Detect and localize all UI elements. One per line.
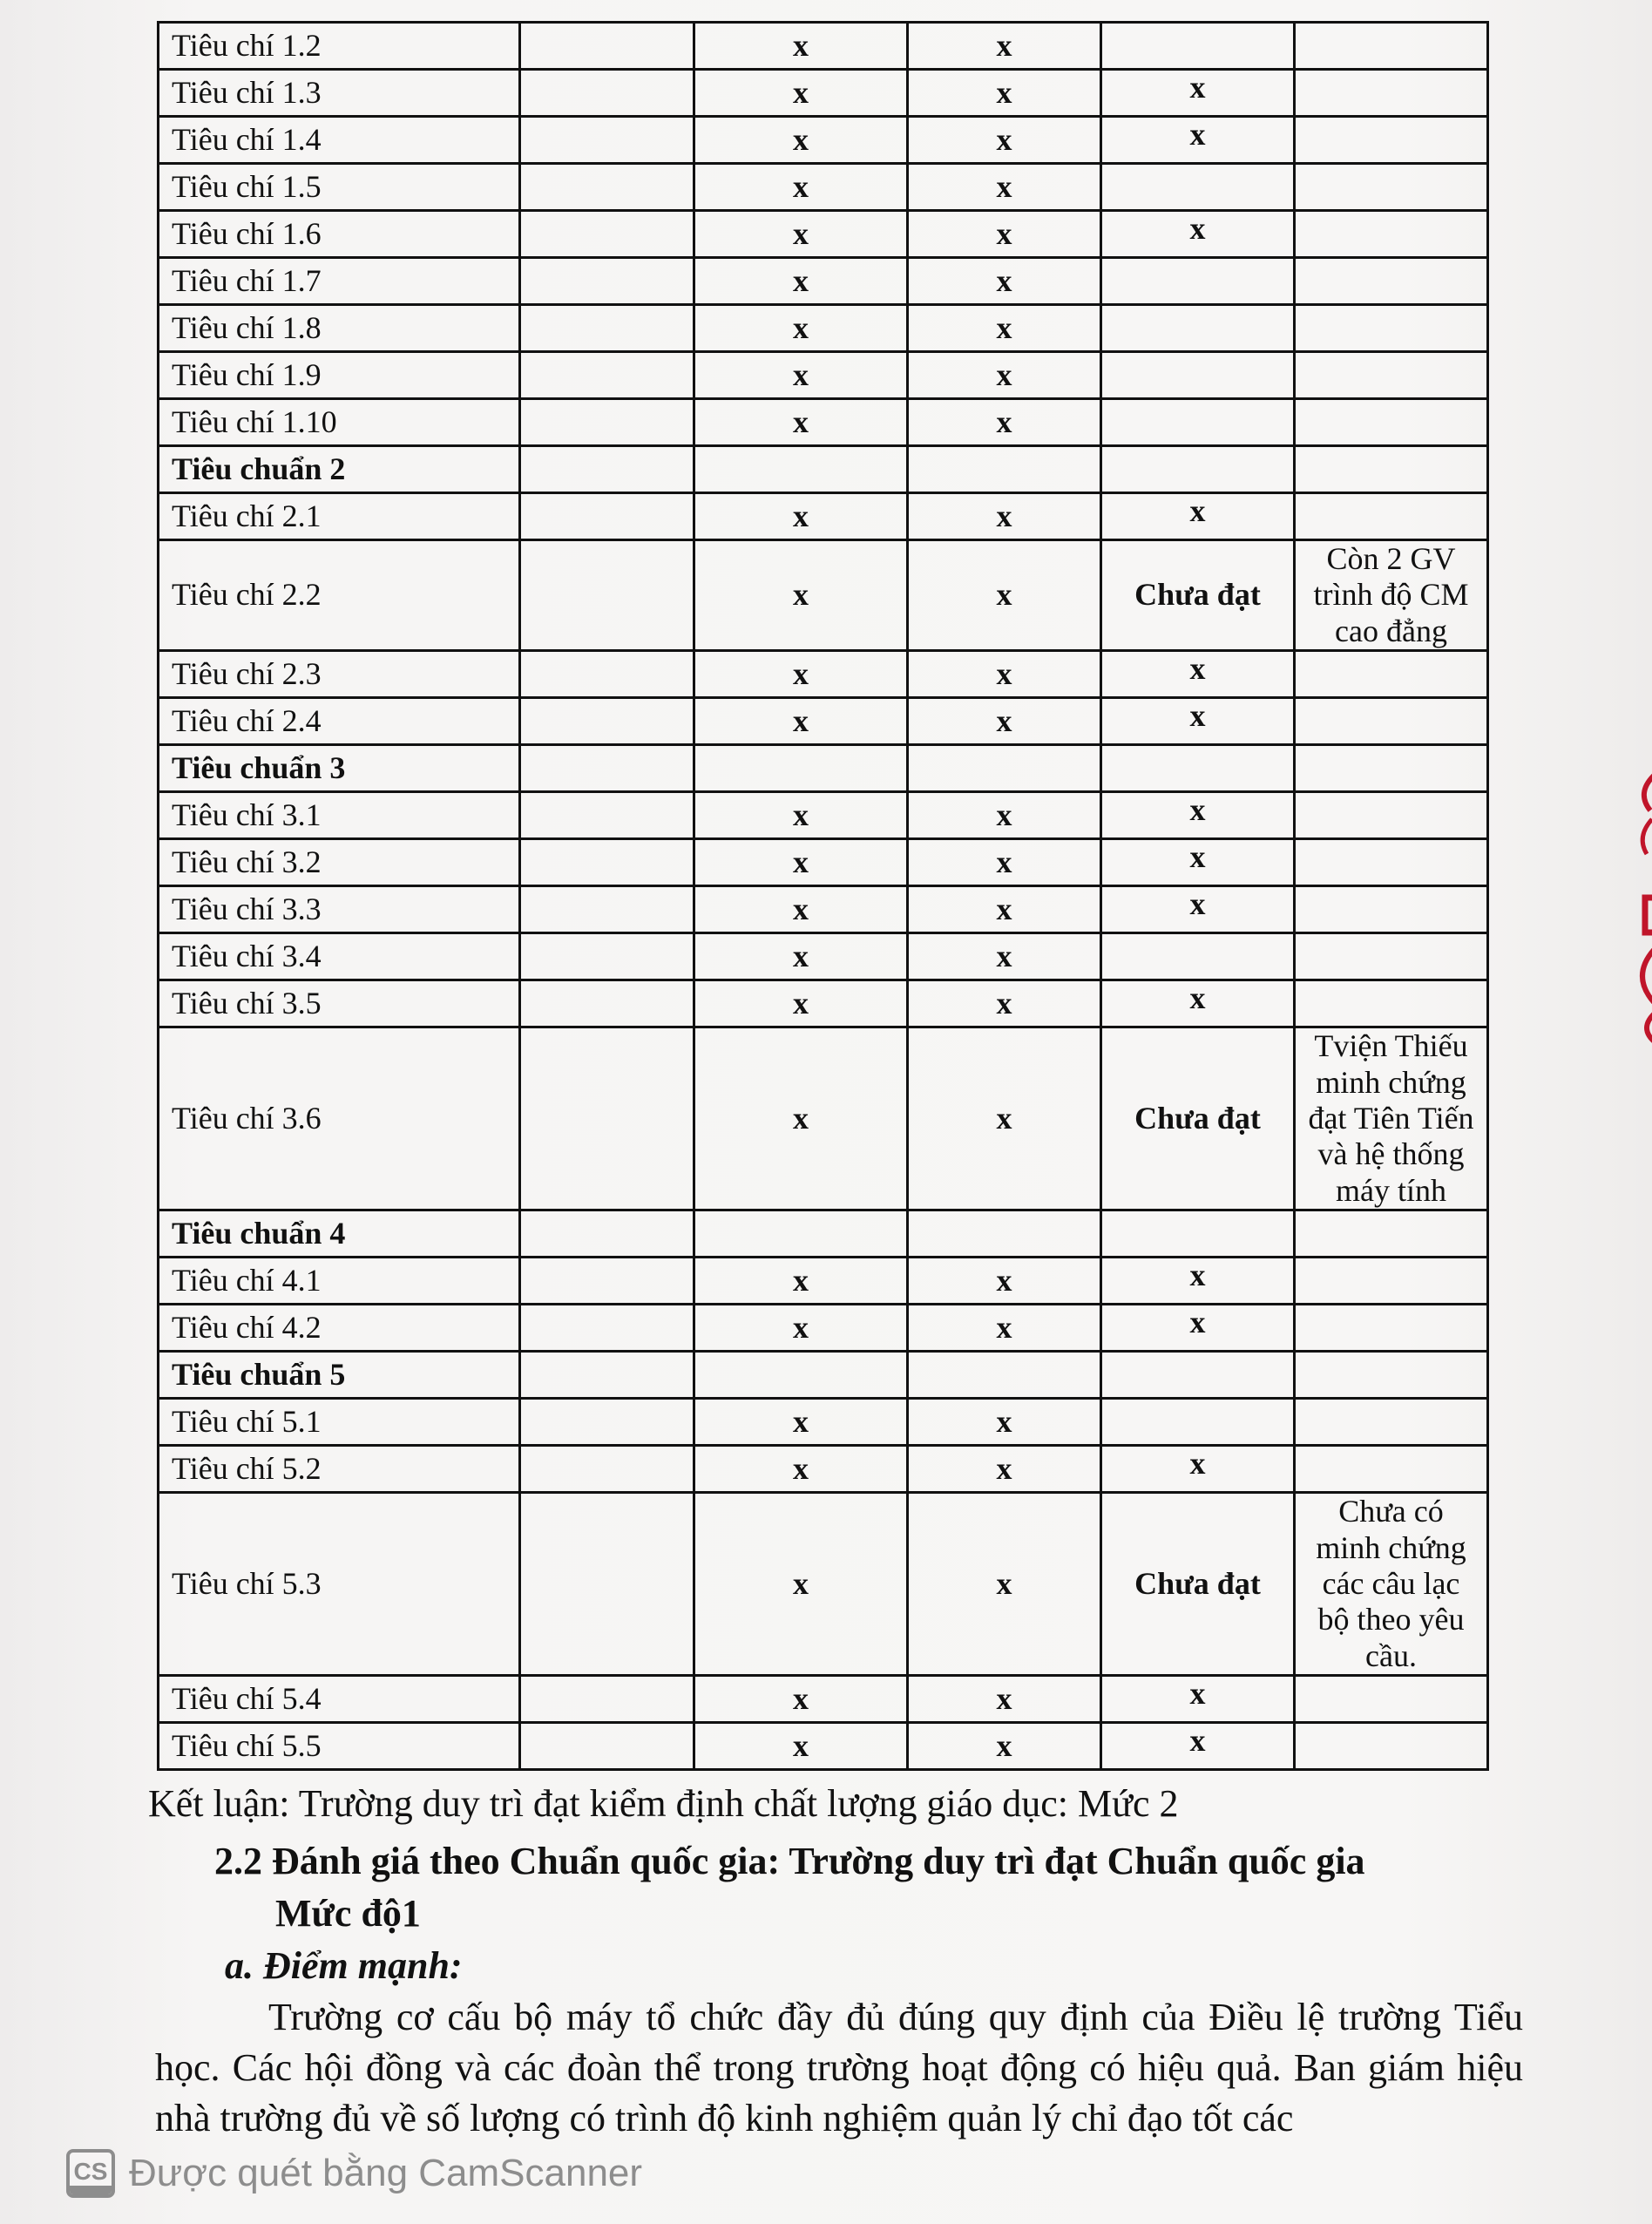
cell-col-2 <box>520 1027 694 1210</box>
cell-col-2 <box>520 540 694 651</box>
criterion-row <box>159 1676 1488 1723</box>
cell-col-4 <box>908 745 1101 792</box>
cell-col-5: x <box>1101 488 1295 535</box>
note-cell <box>1295 164 1488 211</box>
criterion-row <box>159 886 1488 933</box>
criterion-row <box>159 117 1488 164</box>
row-label: Tiêu chí 1.8 <box>159 305 520 352</box>
cell-col-4: x <box>908 352 1101 399</box>
cell-col-2 <box>520 745 694 792</box>
criterion-row <box>159 1305 1488 1352</box>
cell-col-5: x <box>1101 881 1295 928</box>
row-label: Tiêu chí 1.2 <box>159 23 520 70</box>
row-label: Tiêu chí 5.4 <box>159 1676 520 1723</box>
cell-col-3: x <box>694 352 908 399</box>
note-cell <box>1295 352 1488 399</box>
cell-col-3 <box>694 745 908 792</box>
row-label: Tiêu chí 3.6 <box>159 1027 520 1210</box>
criterion-row <box>159 164 1488 211</box>
criterion-row <box>159 352 1488 399</box>
cell-col-3: x <box>694 164 908 211</box>
criterion-row <box>159 540 1488 651</box>
cell-col-3 <box>694 1352 908 1399</box>
criterion-row <box>159 792 1488 839</box>
cell-col-3: x <box>694 1399 908 1446</box>
watermark-text: Được quét bằng CamScanner <box>129 2152 643 2194</box>
cell-col-2 <box>520 211 694 258</box>
cell-col-4: x <box>908 23 1101 70</box>
note-cell <box>1295 792 1488 839</box>
note-cell <box>1295 1446 1488 1493</box>
cell-col-3: x <box>694 698 908 745</box>
note-cell <box>1295 117 1488 164</box>
cell-col-5 <box>1101 159 1295 206</box>
cell-col-5: x <box>1101 834 1295 881</box>
cell-col-2 <box>520 980 694 1027</box>
cell-col-3: x <box>694 1493 908 1676</box>
cell-col-4: x <box>908 211 1101 258</box>
cell-col-2 <box>520 933 694 980</box>
row-label: Tiêu chuẩn 2 <box>159 446 520 493</box>
row-label: Tiêu chí 2.2 <box>159 540 520 651</box>
note-cell <box>1295 1352 1488 1399</box>
cell-col-2 <box>520 117 694 164</box>
cell-col-4: x <box>908 1305 1101 1352</box>
cell-col-2 <box>520 1305 694 1352</box>
cell-col-5 <box>1101 347 1295 394</box>
strengths-subheading: a. Điểm mạnh: <box>225 1944 463 1987</box>
note-cell: Chưa có minh chứng các câu lạc bộ theo yêu cầu. <box>1295 1493 1488 1676</box>
cell-col-3: x <box>694 792 908 839</box>
cell-col-3: x <box>694 70 908 117</box>
cell-col-3: x <box>694 886 908 933</box>
criterion-row <box>159 1446 1488 1493</box>
status-cell: Chưa đạt <box>1101 540 1295 651</box>
row-label: Tiêu chí 1.7 <box>159 258 520 305</box>
cell-col-4 <box>908 1210 1101 1258</box>
row-label: Tiêu chí 4.1 <box>159 1258 520 1305</box>
cell-col-2 <box>520 1399 694 1446</box>
cell-col-4: x <box>908 258 1101 305</box>
cell-col-3 <box>694 446 908 493</box>
cell-col-2 <box>520 164 694 211</box>
cell-col-4: x <box>908 70 1101 117</box>
cell-col-4: x <box>908 1676 1101 1723</box>
criterion-row <box>159 698 1488 745</box>
cell-col-5 <box>1101 1205 1295 1252</box>
standard-row <box>159 1210 1488 1258</box>
section-heading: 2.2 Đánh giá theo Chuẩn quốc gia: Trường duy trì đạt Chuẩn quốc gia <box>214 1840 1365 1882</box>
cell-col-2 <box>520 698 694 745</box>
cell-col-5 <box>1101 740 1295 787</box>
cell-col-5: x <box>1101 206 1295 253</box>
note-cell <box>1295 399 1488 446</box>
cell-col-5: x <box>1101 787 1295 834</box>
note-cell <box>1295 1305 1488 1352</box>
criterion-row <box>159 70 1488 117</box>
cell-col-5 <box>1101 253 1295 300</box>
cell-col-2 <box>520 1210 694 1258</box>
cell-col-3: x <box>694 1723 908 1770</box>
standard-row <box>159 745 1488 792</box>
cell-col-4: x <box>908 980 1101 1027</box>
note-cell <box>1295 493 1488 540</box>
cell-col-2 <box>520 1352 694 1399</box>
row-label: Tiêu chí 5.3 <box>159 1493 520 1676</box>
cell-col-2 <box>520 839 694 886</box>
cell-col-3: x <box>694 839 908 886</box>
note-cell: Còn 2 GV trình độ CM cao đẳng <box>1295 540 1488 651</box>
text-section <box>73 1778 1525 2200</box>
row-label: Tiêu chí 1.6 <box>159 211 520 258</box>
criterion-row <box>159 651 1488 698</box>
cell-col-3: x <box>694 493 908 540</box>
cell-col-4: x <box>908 792 1101 839</box>
row-label: Tiêu chí 3.5 <box>159 980 520 1027</box>
note-cell <box>1295 1399 1488 1446</box>
evaluation-table <box>157 21 1489 1771</box>
cell-col-4: x <box>908 305 1101 352</box>
note-cell <box>1295 651 1488 698</box>
cell-col-5 <box>1101 441 1295 488</box>
cell-col-4: x <box>908 399 1101 446</box>
cell-col-3: x <box>694 651 908 698</box>
cell-col-2 <box>520 446 694 493</box>
criterion-row <box>159 493 1488 540</box>
row-label: Tiêu chí 2.4 <box>159 698 520 745</box>
strengths-paragraph: Trường cơ cấu bộ máy tổ chức đầy đủ đúng quy định của Điều lệ trường Tiểu học. Các hội đồng và các đoàn thể trong trường hoạt động có hiệu quả. Ban giám hiệu nhà trường đủ về số lượng có trình độ kinh nghiệm quản lý chỉ đạo tốt các <box>155 1996 1523 2139</box>
note-cell <box>1295 70 1488 117</box>
cell-col-4: x <box>908 164 1101 211</box>
criterion-row <box>159 1027 1488 1210</box>
cell-col-5 <box>1101 394 1295 441</box>
criterion-row <box>159 1493 1488 1676</box>
row-label: Tiêu chí 1.5 <box>159 164 520 211</box>
cell-col-4: x <box>908 493 1101 540</box>
cell-col-5: x <box>1101 1252 1295 1299</box>
cell-col-2 <box>520 258 694 305</box>
cell-col-4: x <box>908 651 1101 698</box>
standard-row <box>159 446 1488 493</box>
note-cell <box>1295 211 1488 258</box>
status-cell: Chưa đạt <box>1101 1493 1295 1676</box>
row-label: Tiêu chí 5.1 <box>159 1399 520 1446</box>
cell-col-2 <box>520 1446 694 1493</box>
cell-col-2 <box>520 1676 694 1723</box>
cell-col-5: x <box>1101 646 1295 693</box>
note-cell <box>1295 839 1488 886</box>
criterion-row <box>159 933 1488 980</box>
section-heading-continued: Mức độ1 <box>275 1892 421 1935</box>
cell-col-2 <box>520 1258 694 1305</box>
cell-col-3: x <box>694 258 908 305</box>
cell-col-5: x <box>1101 112 1295 159</box>
row-label: Tiêu chí 3.3 <box>159 886 520 933</box>
row-label: Tiêu chí 3.2 <box>159 839 520 886</box>
row-label: Tiêu chí 1.10 <box>159 399 520 446</box>
cell-col-5: x <box>1101 975 1295 1022</box>
conclusion-text: Kết luận: Trường duy trì đạt kiểm định chất lượng giáo dục: Mức 2 <box>148 1782 1179 1825</box>
cell-col-5: x <box>1101 1671 1295 1718</box>
criterion-row <box>159 839 1488 886</box>
cell-col-2 <box>520 651 694 698</box>
note-cell: Tviện Thiếu minh chứng đạt Tiên Tiến và hệ thống máy tính <box>1295 1027 1488 1210</box>
cell-col-3: x <box>694 980 908 1027</box>
note-cell <box>1295 1676 1488 1723</box>
cell-col-4: x <box>908 698 1101 745</box>
row-label: Tiêu chí 4.2 <box>159 1305 520 1352</box>
cell-col-3: x <box>694 540 908 651</box>
cell-col-2 <box>520 305 694 352</box>
row-label: Tiêu chí 5.5 <box>159 1723 520 1770</box>
cell-col-4: x <box>908 886 1101 933</box>
note-cell <box>1295 446 1488 493</box>
cell-col-3: x <box>694 211 908 258</box>
cell-col-4: x <box>908 1446 1101 1493</box>
cell-col-2 <box>520 1493 694 1676</box>
cell-col-2 <box>520 493 694 540</box>
criterion-row <box>159 305 1488 352</box>
criterion-row <box>159 1258 1488 1305</box>
cell-col-3: x <box>694 1305 908 1352</box>
cell-col-2 <box>520 352 694 399</box>
cell-col-3: x <box>694 1027 908 1210</box>
cell-col-4: x <box>908 839 1101 886</box>
evaluation-table-body <box>159 23 1488 1770</box>
red-seal-stamp-icon <box>1619 767 1652 1046</box>
row-label: Tiêu chí 5.2 <box>159 1446 520 1493</box>
row-label: Tiêu chuẩn 3 <box>159 745 520 792</box>
cell-col-4: x <box>908 540 1101 651</box>
cell-col-5: x <box>1101 1441 1295 1488</box>
cell-col-3 <box>694 1210 908 1258</box>
note-cell <box>1295 1723 1488 1770</box>
cell-col-5 <box>1101 1346 1295 1393</box>
cell-col-5: x <box>1101 1299 1295 1346</box>
row-label: Tiêu chí 3.1 <box>159 792 520 839</box>
cell-col-5 <box>1101 928 1295 975</box>
cell-col-3: x <box>694 933 908 980</box>
cell-col-4: x <box>908 1493 1101 1676</box>
cell-col-2 <box>520 23 694 70</box>
cell-col-4: x <box>908 933 1101 980</box>
cell-col-3: x <box>694 117 908 164</box>
cell-col-4: x <box>908 1399 1101 1446</box>
cell-col-5: x <box>1101 1718 1295 1765</box>
cell-col-3: x <box>694 1258 908 1305</box>
row-label: Tiêu chí 1.3 <box>159 70 520 117</box>
row-label: Tiêu chí 1.9 <box>159 352 520 399</box>
cell-col-3: x <box>694 23 908 70</box>
cell-col-4 <box>908 1352 1101 1399</box>
note-cell <box>1295 745 1488 792</box>
cell-col-4: x <box>908 1258 1101 1305</box>
row-label: Tiêu chí 2.1 <box>159 493 520 540</box>
cell-col-5 <box>1101 1393 1295 1441</box>
criterion-row <box>159 1399 1488 1446</box>
criterion-row <box>159 399 1488 446</box>
cell-col-3: x <box>694 305 908 352</box>
cell-col-4 <box>908 446 1101 493</box>
status-cell: Chưa đạt <box>1101 1027 1295 1210</box>
cell-col-4: x <box>908 1027 1101 1210</box>
cell-col-5: x <box>1101 693 1295 740</box>
note-cell <box>1295 933 1488 980</box>
note-cell <box>1295 886 1488 933</box>
cell-col-4: x <box>908 117 1101 164</box>
criterion-row <box>159 1723 1488 1770</box>
row-label: Tiêu chí 3.4 <box>159 933 520 980</box>
cell-col-2 <box>520 70 694 117</box>
cell-col-5: x <box>1101 64 1295 112</box>
criterion-row <box>159 980 1488 1027</box>
cell-col-3: x <box>694 1676 908 1723</box>
note-cell <box>1295 258 1488 305</box>
row-label: Tiêu chuẩn 5 <box>159 1352 520 1399</box>
criterion-row <box>159 211 1488 258</box>
camscanner-logo-icon: CS <box>66 2149 115 2198</box>
note-cell <box>1295 305 1488 352</box>
cell-col-5 <box>1101 17 1295 64</box>
cell-col-2 <box>520 399 694 446</box>
criterion-row <box>159 23 1488 70</box>
cell-col-2 <box>520 886 694 933</box>
camscanner-watermark <box>66 2147 1525 2200</box>
cell-col-3: x <box>694 1446 908 1493</box>
row-label: Tiêu chí 1.4 <box>159 117 520 164</box>
cell-col-2 <box>520 1723 694 1770</box>
note-cell <box>1295 980 1488 1027</box>
standard-row <box>159 1352 1488 1399</box>
note-cell <box>1295 1258 1488 1305</box>
note-cell <box>1295 698 1488 745</box>
row-label: Tiêu chuẩn 4 <box>159 1210 520 1258</box>
note-cell <box>1295 1210 1488 1258</box>
row-label: Tiêu chí 2.3 <box>159 651 520 698</box>
criterion-row <box>159 258 1488 305</box>
cell-col-3: x <box>694 399 908 446</box>
cell-col-5 <box>1101 300 1295 347</box>
note-cell <box>1295 23 1488 70</box>
cell-col-2 <box>520 792 694 839</box>
cell-col-4: x <box>908 1723 1101 1770</box>
